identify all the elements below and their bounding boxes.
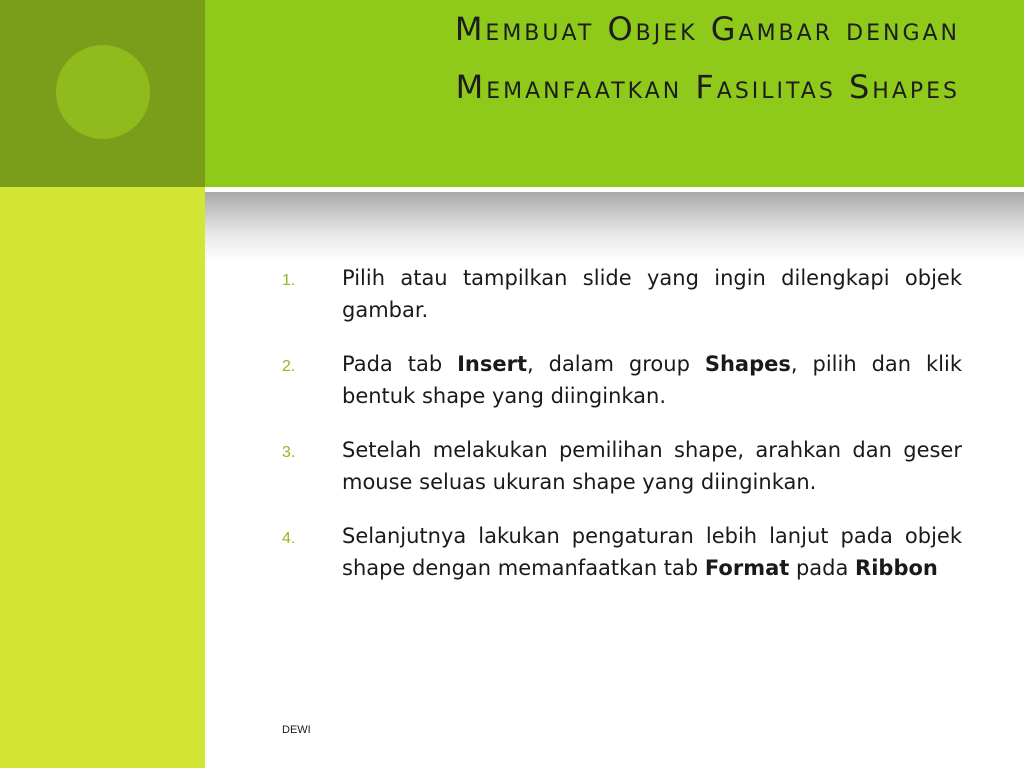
list-number: 1. xyxy=(282,272,296,289)
list-item xyxy=(282,262,962,326)
bold-term: Shapes xyxy=(704,352,791,376)
list-item xyxy=(282,520,962,584)
list-text xyxy=(342,348,962,412)
bold-term: Format xyxy=(704,556,790,580)
list-number: 2. xyxy=(282,358,296,375)
text-run: , dalam group xyxy=(527,352,705,376)
slide-title: Membuat Objek Gambar dengan Memanfaatkan Fasilitas Shapes xyxy=(454,10,960,106)
list-text xyxy=(342,520,962,584)
list-item xyxy=(282,434,962,498)
circle-decoration xyxy=(56,45,150,139)
text-run: Selanjutnya lakukan pengaturan lebih lanjut pada objek shape dengan memanfaatkan tab xyxy=(342,524,962,580)
list-number: 3. xyxy=(282,444,296,461)
list-item xyxy=(282,348,962,412)
footer-author: DEWI xyxy=(282,724,311,736)
text-run: Setelah melakukan pemilihan shape, arahkan dan geser mouse seluas ukuran shape yang diinginkan. xyxy=(342,438,962,494)
list-text xyxy=(342,434,962,498)
left-bottom-panel xyxy=(0,187,205,768)
text-run: pada xyxy=(789,556,856,580)
list-number: 4. xyxy=(282,530,296,547)
text-run: Pilih atau tampilkan slide yang ingin dilengkapi objek gambar. xyxy=(342,266,962,322)
bold-term: Ribbon xyxy=(855,556,938,580)
text-run: Pada tab xyxy=(342,352,458,376)
text-run: , pilih dan klik bentuk shape yang diinginkan. xyxy=(342,352,962,408)
bold-term: Insert xyxy=(457,352,527,376)
gradient-band xyxy=(205,192,1024,262)
numbered-list xyxy=(282,262,962,606)
list-text xyxy=(342,262,962,326)
